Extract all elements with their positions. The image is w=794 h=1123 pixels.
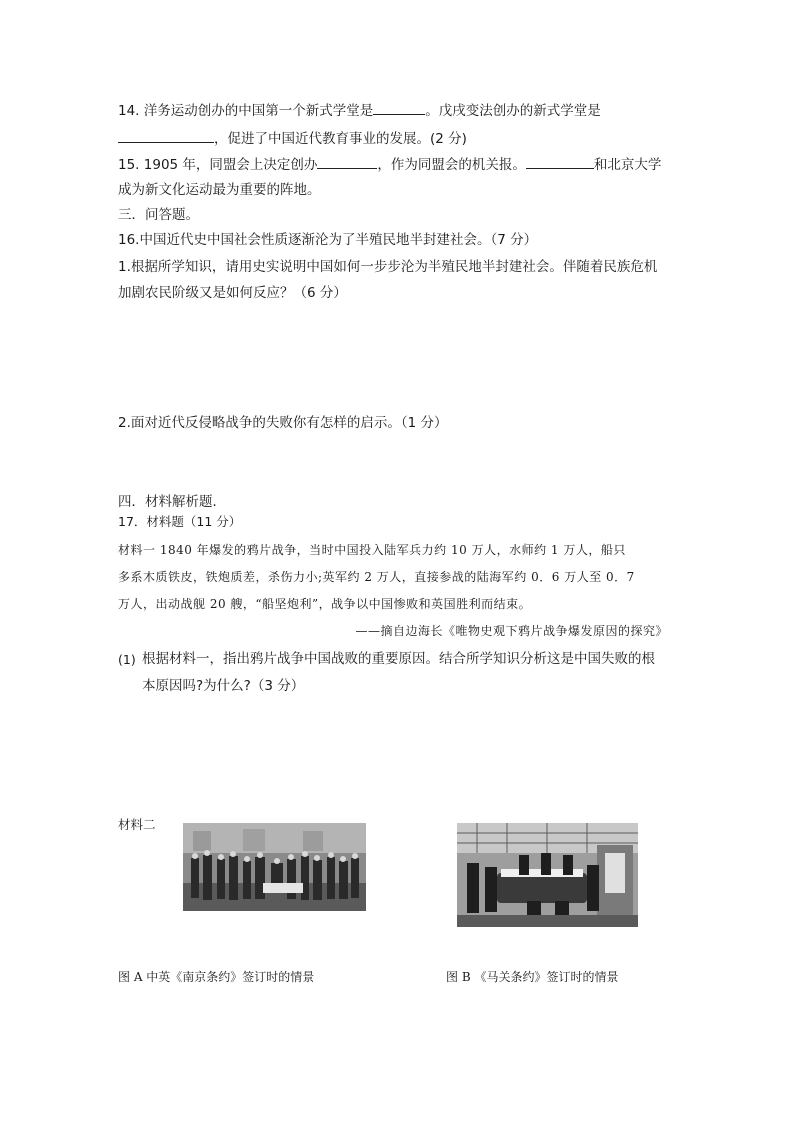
q15-line-2 bbox=[118, 180, 321, 200]
q16-sub2: 2.面对近代反侵略战争的失败你有怎样的启示。（1 分） bbox=[118, 415, 448, 431]
q15-blank-1[interactable] bbox=[317, 154, 377, 169]
caption-figure-b: 图 B 《马关条约》签订时的情景 bbox=[446, 970, 619, 984]
q14-text-2: 。戊戌变法创办的新式学堂是 bbox=[425, 103, 601, 119]
material-1-line-1: 材料一 1840 年爆发的鸦片战争，当时中国投入陆军兵力约 10 万人，水师约 1 万人，船只 bbox=[118, 543, 626, 557]
q14-text-3: ，促进了中国近代教育事业的发展。(2 分) bbox=[214, 131, 467, 147]
section-4-heading: 四．材料解析题． bbox=[118, 494, 226, 510]
q15-blank-2[interactable] bbox=[526, 154, 594, 169]
q16-sub1-line-1: 1.根据所学知识，请用史实说明中国如何一步步沦为半殖民地半封建社会。伴随着民族危机 bbox=[118, 259, 658, 275]
caption-figure-a: 图 A 中英《南京条约》签订时的情景 bbox=[118, 970, 315, 984]
q16-stem: 16.中国近代史中国社会性质逐渐沦为了半殖民地半封建社会。（7 分） bbox=[118, 232, 538, 248]
q14-blank-2[interactable] bbox=[118, 128, 214, 143]
q15-text-4: 成为新文化运动最为重要的阵地。 bbox=[118, 182, 321, 198]
q15-text-2: ，作为同盟会的机关报。 bbox=[377, 157, 526, 173]
photo-nanjing-treaty bbox=[183, 823, 366, 911]
q16-sub1-line-2: 加剧农民阶级又是如何反应？（6 分） bbox=[118, 285, 347, 301]
q15-text-3: 和北京大学 bbox=[593, 157, 662, 173]
material-2-label: 材料二 bbox=[118, 817, 156, 832]
q14-text-1: 14. 洋务运动创办的中国第一个新式学堂是 bbox=[118, 103, 374, 119]
q17-sub1-line-1: 根据材料一，指出鸦片战争中国战败的重要原因。结合所学知识分析这是中国失败的根 bbox=[142, 651, 655, 667]
section-3-heading: 三．问答题。 bbox=[118, 207, 199, 223]
q15-line-1 bbox=[118, 154, 661, 175]
material-1-line-3: 万人，出动战舰 20 艘，“船坚炮利”，战争以中国惨败和英国胜利而结束。 bbox=[118, 597, 532, 611]
q17-title: 17．材料题（11 分） bbox=[118, 514, 242, 529]
q17-sub1-number: (1) bbox=[118, 652, 136, 667]
q14-line-1 bbox=[118, 100, 601, 121]
material-1-line-2: 多系木质铁皮，铁炮质差，杀伤力小;英军约 2 万人，直接参战的陆海军约 0．6 万人至 0．7 bbox=[118, 570, 635, 584]
q14-line-2 bbox=[118, 128, 467, 149]
q14-blank-1[interactable] bbox=[373, 100, 425, 115]
q17-sub1-line-2: 本原因吗?为什么?（3 分） bbox=[142, 678, 305, 694]
q15-text-1: 15. 1905 年，同盟会上决定创办 bbox=[118, 157, 318, 173]
photo-shimonoseki-treaty bbox=[457, 823, 638, 927]
material-1-source: ——摘自边海长《唯物史观下鸦片战争爆发原因的探究》 bbox=[355, 624, 668, 638]
